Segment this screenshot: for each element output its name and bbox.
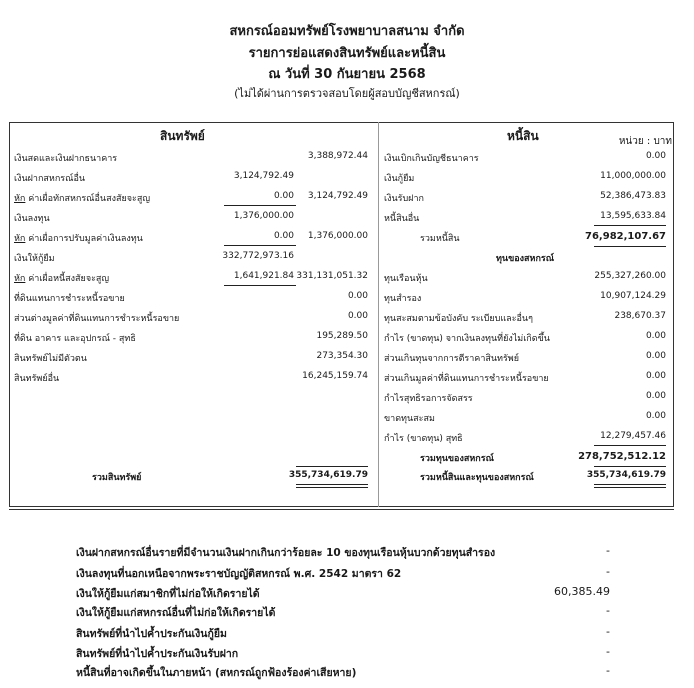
asset-subtotal: 0.00 — [273, 231, 294, 241]
total-liabilities-value: 76,982,107.67 — [585, 231, 666, 242]
total-rule-top — [296, 466, 368, 467]
liability-value: 0.00 — [645, 151, 666, 161]
asset-total: 0.00 — [347, 311, 368, 321]
footnote-value: - — [606, 664, 610, 677]
asset-subtotal: 332,772,973.16 — [222, 251, 294, 261]
footnote-value: - — [606, 565, 610, 578]
equity-value: 12,279,457.46 — [600, 431, 666, 441]
liability-value: 11,000,000.00 — [600, 171, 666, 181]
total-equity-value: 278,752,512.12 — [578, 451, 666, 462]
asset-label-text: ค่าเผื่อหนี้สงสัยจะสูญ — [25, 274, 110, 284]
asset-label — [14, 231, 143, 245]
equity-label: ทุนสะสมตามข้อบังคับ ระเบียบและอื่นๆ — [384, 314, 533, 324]
total-liabilities-label: รวมหนี้สิน — [420, 234, 460, 244]
liability-total-rule — [594, 246, 666, 247]
asset-label — [14, 271, 109, 285]
equity-label: กำไรสุทธิรอการจัดสรร — [384, 394, 473, 404]
less-prefix: หัก — [14, 194, 26, 204]
equity-total-rule — [594, 466, 666, 467]
asset-label: ที่ดิน อาคาร และอุปกรณ์ - สุทธิ — [14, 334, 136, 344]
equity-value: 0.00 — [645, 331, 666, 341]
audit-note: (ไม่ได้ผ่านการตรวจสอบโดยผู้สอบบัญชีสหกรณ์) — [234, 87, 460, 100]
footnote-value: - — [606, 544, 610, 557]
asset-subtotal: 3,124,792.49 — [233, 171, 294, 181]
equity-label: ทุนเรือนหุ้น — [384, 274, 428, 284]
report-date: ณ วันที่ 30 กันยายน 2568 — [268, 67, 426, 82]
equity-label: ทุนสำรอง — [384, 294, 422, 304]
equity-subtotal-rule — [594, 445, 666, 446]
total-assets-label: รวมสินทรัพย์ — [92, 473, 142, 483]
subtotal-rule — [224, 285, 296, 286]
asset-label: เงินให้กู้ยืม — [14, 254, 55, 264]
equity-value: 0.00 — [645, 391, 666, 401]
asset-label: เงินฝากสหกรณ์อื่น — [14, 174, 86, 184]
grand-total-label: รวมหนี้สินและทุนของสหกรณ์ — [420, 473, 534, 483]
asset-label: ส่วนต่างมูลค่าที่ดินแทนการชำระหนี้รอขาย — [14, 314, 180, 324]
asset-subtotal: 1,376,000.00 — [233, 211, 294, 221]
equity-label: ส่วนเกินทุนจากการตีราคาสินทรัพย์ — [384, 354, 519, 364]
liability-label: เงินรับฝาก — [384, 194, 424, 204]
liabilities-heading: หนี้สิน — [507, 129, 539, 143]
asset-label — [14, 191, 150, 205]
asset-subtotal: 1,641,921.84 — [233, 271, 294, 281]
unit-label: หน่วย : บาท — [618, 136, 672, 147]
asset-total: 3,124,792.49 — [307, 191, 368, 201]
liability-label: เงินเบิกเกินบัญชีธนาคาร — [384, 154, 479, 164]
asset-label: เงินลงทุน — [14, 214, 50, 224]
equity-label: กำไร (ขาดทุน) สุทธิ — [384, 434, 463, 444]
liability-label: เงินกู้ยืม — [384, 174, 415, 184]
footnote-label: หนี้สินที่อาจเกิดขึ้นในภายหน้า (สหกรณ์ถูกฟ้องร้องค่าเสียหาย) — [76, 667, 357, 679]
grand-total-rule-bottom — [594, 484, 666, 485]
asset-total: 331,131,051.32 — [296, 271, 368, 281]
asset-label-text: ค่าเผื่อการปรับมูลค่าเงินลงทุน — [25, 234, 143, 244]
report-title: รายการย่อแสดงสินทรัพย์และหนี้สิน — [248, 46, 446, 61]
equity-value: 0.00 — [645, 351, 666, 361]
total-rule-bottom — [296, 484, 368, 485]
equity-heading: ทุนของสหกรณ์ — [496, 254, 555, 264]
footnote-value: - — [606, 604, 610, 617]
asset-total: 0.00 — [347, 291, 368, 301]
equity-label: กำไร (ขาดทุน) จากเงินลงทุนที่ยังไม่เกิดขึ้น — [384, 334, 550, 344]
assets-heading: สินทรัพย์ — [160, 129, 205, 143]
asset-label: ที่ดินแทนการชำระหนี้รอขาย — [14, 294, 125, 304]
column-divider — [378, 122, 379, 507]
footnote-label: เงินลงทุนที่นอกเหนือจากพระราชบัญญัติสหกรณ์ พ.ศ. 2542 มาตรา 62 — [76, 568, 402, 580]
equity-value: 0.00 — [645, 371, 666, 381]
less-prefix: หัก — [14, 234, 26, 244]
liability-subtotal-rule — [594, 225, 666, 226]
liability-value: 13,595,633.84 — [600, 211, 666, 221]
total-rule-bottom2 — [296, 487, 368, 488]
org-name: สหกรณ์ออมทรัพย์โรงพยาบาลสนาม จำกัด — [229, 24, 465, 39]
asset-label-text: ค่าเผื่อทักสหกรณ์อื่นสงสัยจะสูญ — [25, 194, 151, 204]
equity-value: 0.00 — [645, 411, 666, 421]
subtotal-rule — [224, 205, 296, 206]
liability-label: หนี้สินอื่น — [384, 214, 420, 224]
footnote-label: สินทรัพย์ที่นำไปค้ำประกันเงินรับฝาก — [76, 648, 239, 660]
total-assets-value: 355,734,619.79 — [288, 470, 368, 480]
asset-total: 3,388,972.44 — [307, 151, 368, 161]
equity-label: ขาดทุนสะสม — [384, 414, 435, 424]
footnote-label: เงินฝากสหกรณ์อื่นรายที่มีจำนวนเงินฝากเกินกว่าร้อยละ 10 ของทุนเรือนหุ้นบวกด้วยทุนสำรอง — [76, 547, 496, 559]
equity-value: 255,327,260.00 — [594, 271, 666, 281]
grand-total-rule-bottom2 — [594, 487, 666, 488]
asset-label: เงินสดและเงินฝากธนาคาร — [14, 154, 118, 164]
footnote-value: 60,385.49 — [554, 585, 610, 598]
total-equity-label: รวมทุนของสหกรณ์ — [420, 454, 494, 464]
footnote-label: สินทรัพย์ที่นำไปค้ำประกันเงินกู้ยืม — [76, 628, 227, 640]
asset-total: 1,376,000.00 — [307, 231, 368, 241]
footnote-value: - — [606, 625, 610, 638]
footnote-label: เงินให้กู้ยืมแก่สหกรณ์อื่นที่ไม่ก่อให้เกิดรายได้ — [76, 607, 276, 619]
asset-total: 273,354.30 — [316, 351, 368, 361]
equity-label: ส่วนเกินมูลค่าที่ดินแทนการชำระหนี้รอขาย — [384, 374, 549, 384]
asset-label: สินทรัพย์ไม่มีตัวตน — [14, 354, 87, 364]
liability-value: 52,386,473.83 — [600, 191, 666, 201]
grand-total-value: 355,734,619.79 — [586, 470, 666, 480]
less-prefix: หัก — [14, 274, 26, 284]
footnote-value: - — [606, 645, 610, 658]
footnote-label: เงินให้กู้ยืมแก่สมาชิกที่ไม่ก่อให้เกิดรายได้ — [76, 588, 260, 600]
equity-value: 10,907,124.29 — [600, 291, 666, 301]
subtotal-rule — [224, 245, 296, 246]
equity-value: 238,670.37 — [614, 311, 666, 321]
bottom-rule — [9, 509, 674, 510]
asset-label: สินทรัพย์อื่น — [14, 374, 60, 384]
asset-total: 16,245,159.74 — [302, 371, 368, 381]
asset-total: 195,289.50 — [316, 331, 368, 341]
asset-subtotal: 0.00 — [273, 191, 294, 201]
